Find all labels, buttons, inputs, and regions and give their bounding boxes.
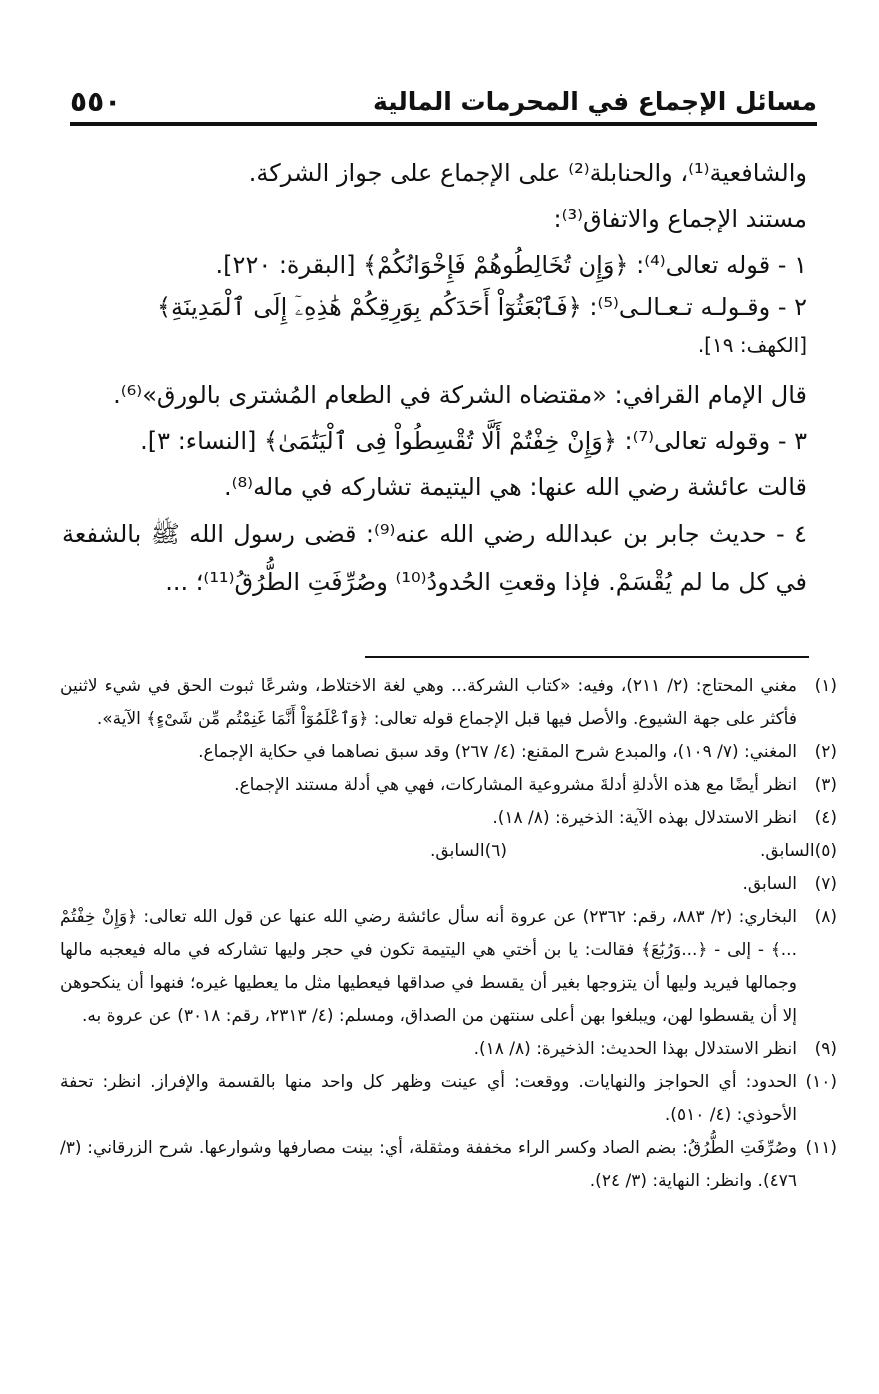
footnote-7 — [60, 868, 837, 901]
footnote-number: (٣) — [814, 775, 837, 795]
footnote-row-5-6 — [60, 835, 837, 868]
footnote-text: السابق. — [430, 841, 485, 861]
main-line-6: قال الإمام القرافي: «مقتضاه الشركة في الطعام المُشترى بالورق»⁽⁶⁾. — [113, 381, 807, 409]
page-number: ٥٥٠ — [70, 85, 122, 118]
footnote-1 — [60, 670, 837, 736]
main-line-4: ٢ - وقـولـه تـعـالـى⁽⁵⁾: ﴿فَٱبْعَثُوٓاْ أَحَدَكُم بِوَرِقِكُمْ هَٰذِهِۦٓ إِلَى ٱلْمَدِينَةِ﴾ — [156, 293, 807, 321]
footnote-number: (١) — [814, 676, 837, 696]
footnote-separator — [365, 656, 809, 658]
running-title: مسائل الإجماع في المحرمات المالية — [372, 87, 817, 116]
footnote-3 — [60, 769, 837, 802]
main-line-2: مستند الإجماع والاتفاق⁽³⁾: — [553, 205, 807, 233]
footnote-text: المغني: (٧/ ١٠٩)، والمبدع شرح المقنع: (٤/ ٢٦٧) وقد سبق نصاهما في حكاية الإجماع. — [198, 742, 797, 762]
footnote-text: الحدود: أي الحواجز والنهايات. ووقعت: أي عينت وظهر كل واحد منها بالقسمة والإفراز. انظر: تحفة الأحوذي: (٤/ ٥١٠). — [60, 1072, 797, 1125]
footnote-text: وصُرِّفَتِ الطُّرُقُ: بضم الصاد وكسر الراء مخففة ومثقلة، أي: بينت مصارفها وشوارعها. شرح الزرقاني: (٣/ ٤٧٦). وانظر: النهاية: (٣/ ٢٤). — [60, 1138, 797, 1191]
footnote-number: (٩) — [814, 1039, 837, 1059]
footnote-text: انظر الاستدلال بهذه الآية: الذخيرة: (٨/ ١٨). — [492, 808, 797, 828]
main-line-5: [الكهف: ١٩]. — [697, 333, 807, 357]
footnote-number: (٨) — [814, 907, 837, 927]
footnote-11 — [60, 1132, 837, 1198]
footnote-5 — [507, 835, 837, 868]
main-line-1: والشافعية⁽¹⁾، والحنابلة⁽²⁾ على الإجماع على جواز الشركة. — [248, 159, 807, 187]
footnote-text: البخاري: (٢/ ٨٨٣، رقم: ٢٣٦٢) عن عروة أنه سأل عائشة رضي الله عنها عن قول الله تعالى: ﴿وَإِنْ خِفْتُمْ ...﴾ - إلى - ﴿...وَرُبَٰعَ﴾ فقالت: يا بن أختي هي اليتيمة تكون في حجر وليها تشاركه في ماله فيعجبه مالها وجمالها فيريد وليها أن يتزوجها بغير أن يقسط في صداقها فيعطيها مثل ما يعطيها غيره؛ فنهوا أن ينكحوهن إلا أن يقسطوا لهن، ويبلغوا بهن أعلى سنتهن من الصداق، ومسلم: (٤/ ٢٣١٣، رقم: ٣٠١٨) عن عروة به. — [60, 907, 798, 1026]
footnote-text: السابق. — [760, 841, 815, 861]
footnotes — [60, 670, 837, 1198]
footnote-number: (٢) — [814, 742, 837, 762]
footnote-4 — [60, 802, 837, 835]
footnote-number: (٥) — [814, 841, 837, 861]
main-line-8: قالت عائشة رضي الله عنها: هي اليتيمة تشاركه في ماله⁽⁸⁾. — [224, 473, 807, 501]
footnote-text: السابق. — [742, 874, 797, 894]
main-line-3: ١ - قوله تعالى⁽⁴⁾: ﴿وَإِن تُخَالِطُوهُمْ فَإِخْوَانُكُمْ﴾ [البقرة: ٢٢٠]. — [215, 251, 807, 279]
footnote-9 — [60, 1033, 837, 1066]
footnote-text: انظر أيضًا مع هذه الأدلةِ أدلةَ مشروعية المشاركات، فهي هي أدلة مستند الإجماع. — [234, 775, 797, 795]
footnote-10 — [60, 1066, 837, 1132]
footnote-number: (٤) — [814, 808, 837, 828]
main-line-9: ٤ - حديث جابر بن عبدالله رضي الله عنه⁽⁹⁾: قضى رسول الله ﷺ بالشفعة في كل ما لم يُقْسَمْ. فإذا وقعتِ الحُدودُ⁽¹⁰⁾ وصُرِّفَتِ الطُّرُقُ⁽¹¹⁾؛ ... — [62, 520, 807, 596]
main-text — [62, 150, 807, 606]
main-line-7: ٣ - وقوله تعالى⁽⁷⁾: ﴿وَإِنْ خِفْتُمْ أَلَّا تُقْسِطُواْ فِى ٱلْيَتَٰمَىٰ﴾ [النساء: ٣]. — [140, 427, 807, 455]
footnote-number: (١١) — [805, 1138, 837, 1158]
footnote-8 — [60, 901, 837, 1033]
footnote-text: انظر الاستدلال بهذا الحديث: الذخيرة: (٨/ ١٨). — [473, 1039, 797, 1059]
footnote-number: (٧) — [814, 874, 837, 894]
footnote-number: (٦) — [484, 841, 507, 861]
footnote-6 — [177, 835, 507, 868]
running-header — [70, 78, 817, 126]
footnote-number: (١٠) — [805, 1072, 837, 1092]
footnote-2 — [60, 736, 837, 769]
footnote-text: مغني المحتاج: (٢/ ٢١١)، وفيه: «كتاب الشركة... وهي لغة الاختلاط، وشرعًا ثبوت الحق في شيء لاثنين فأكثر على جهة الشيوع. والأصل فيها قبل الإجماع قوله تعالى: ﴿وَٱعْلَمُوٓاْ أَنَّمَا غَنِمْتُم مِّن شَىْءٍ﴾ الآية». — [60, 676, 798, 729]
